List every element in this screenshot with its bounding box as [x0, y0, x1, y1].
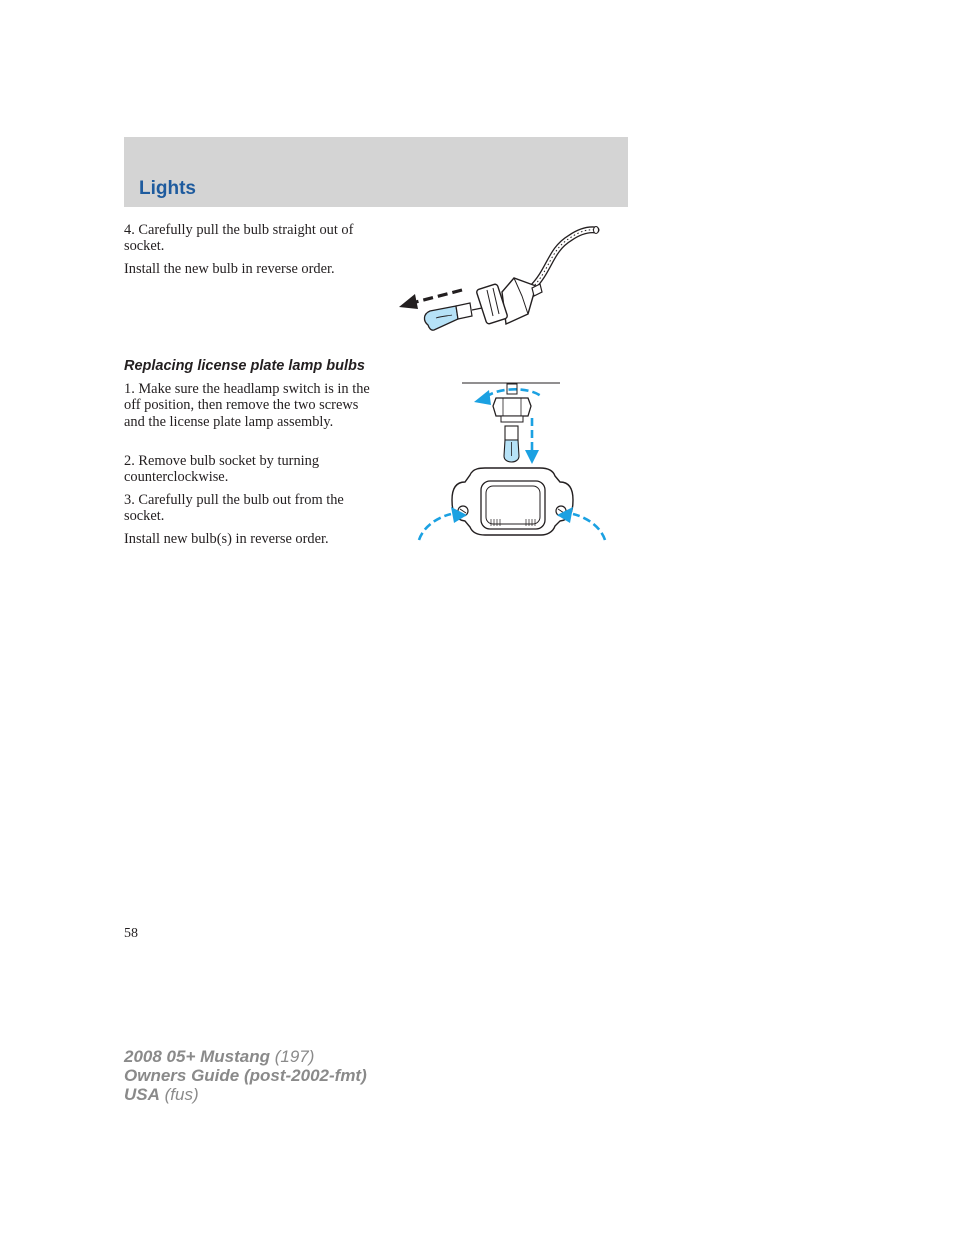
install-note-text: Install the new bulb in reverse order. [124, 261, 335, 277]
step-4-text: 4. Carefully pull the bulb straight out of socket. [124, 222, 354, 255]
lp-step-1-text: 1. Make sure the headlamp switch is in the off position, then remove the two screws and the license plate lamp assembly. [124, 381, 370, 430]
footer-market-code: (fus) [159, 1085, 199, 1104]
section-title: Lights [139, 178, 196, 199]
lp-step-3-text: 3. Carefully pull the bulb out from the socket. [124, 492, 344, 525]
page-number: 58 [124, 926, 138, 941]
lp-step-2-text: 2. Remove bulb socket by turning counterclockwise. [124, 453, 320, 486]
footer-guide: Owners Guide (post-2002-fmt) [124, 1066, 367, 1085]
license-plate-heading: Replacing license plate lamp bulbs [124, 358, 365, 374]
bulb-socket-illustration [390, 220, 605, 345]
footer-market: USA [124, 1085, 160, 1104]
footer-model-code: (197) [270, 1047, 315, 1066]
lp-install-note-text: Install new bulb(s) in reverse order. [124, 531, 329, 547]
section-header [124, 137, 628, 207]
document-footer [124, 1047, 367, 1104]
license-lamp-illustration [415, 378, 610, 543]
footer-model: 2008 05+ Mustang [124, 1047, 270, 1066]
